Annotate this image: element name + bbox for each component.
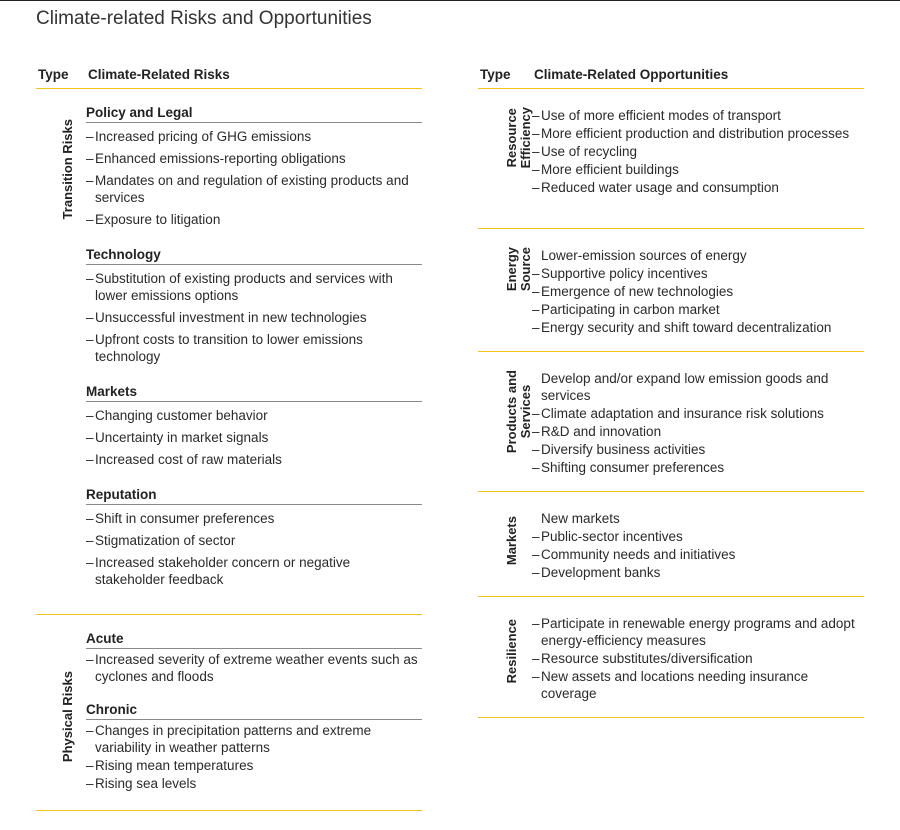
opportunity-section-markets: [478, 492, 864, 597]
risk-group-title: Technology: [86, 245, 422, 265]
list-item: – Diversify business activities: [532, 442, 706, 457]
risk-group-technology: [86, 245, 422, 365]
top-rule: [0, 0, 900, 1]
list-item: – Climate adaptation and insurance risk solutions: [532, 406, 824, 421]
list-item: – Resource substitutes/diversification: [532, 651, 753, 666]
list-item: – R&D and innovation: [532, 424, 662, 439]
list-item: – Use of recycling: [532, 144, 638, 159]
opportunity-section-resilience: [478, 597, 864, 718]
opportunity-type-label: Markets: [504, 516, 519, 566]
risk-group-title: Reputation: [86, 485, 422, 505]
opportunity-type-label: Resource Efficiency: [504, 107, 533, 169]
list-item: – Increased severity of extreme weather events such as cyclones and floods: [86, 652, 418, 684]
risks-header-row: [36, 60, 422, 89]
list-item: – New assets and locations needing insurance coverage: [532, 669, 809, 701]
risks-column: [36, 60, 422, 811]
opportunities-type-header: Type: [480, 66, 511, 82]
list-item: – Development banks: [532, 565, 661, 580]
list-item: – Changing customer behavior: [86, 408, 268, 423]
risk-group-policy-legal: [86, 103, 422, 228]
list-item: – Shift in consumer preferences: [86, 511, 275, 526]
risk-group-markets: [86, 382, 422, 468]
list-item: – Upfront costs to transition to lower emissions technology: [86, 332, 363, 364]
opportunity-type-cell: [478, 229, 532, 351]
list-item: – Mandates on and regulation of existing products and services: [86, 173, 409, 205]
list-item: – Rising mean temperatures: [86, 758, 254, 773]
list-item: – Reduced water usage and consumption: [532, 180, 779, 195]
risk-group-title: Markets: [86, 382, 422, 402]
opportunity-type-label: Resilience: [504, 619, 519, 684]
list-item: – More efficient production and distribution processes: [532, 126, 850, 141]
opportunities-header-row: [478, 60, 864, 89]
list-item: – Use of more efficient modes of transport: [532, 108, 781, 123]
list-item: – Increased cost of raw materials: [86, 452, 282, 467]
list-item: – Enhanced emissions-reporting obligations: [86, 151, 346, 166]
opportunity-type-label: Products and Services: [504, 370, 533, 454]
list-item: – Energy security and shift toward decentralization: [532, 320, 832, 335]
risk-group-title: Policy and Legal: [86, 103, 422, 123]
list-item: Develop and/or expand low emission goods and services: [541, 371, 829, 403]
risk-group-title: Acute: [86, 629, 422, 649]
list-item: – Exposure to litigation: [86, 212, 221, 227]
opportunity-section-resource-efficiency: [478, 89, 864, 229]
page-title: Climate-related Risks and Opportunities: [36, 8, 372, 29]
risk-type-label: Transition Risks: [60, 119, 75, 220]
list-item: Lower-emission sources of energy: [541, 248, 747, 263]
opportunity-section-products-services: [478, 352, 864, 492]
risk-group-acute: [86, 629, 422, 685]
list-item: – Increased pricing of GHG emissions: [86, 129, 312, 144]
opportunities-column-header: Climate-Related Opportunities: [534, 66, 729, 82]
list-item: – More efficient buildings: [532, 162, 679, 177]
risk-type-cell: [36, 615, 86, 810]
opportunity-type-cell: [478, 492, 532, 596]
list-item: – Emergence of new technologies: [532, 284, 734, 299]
list-item: – Participate in renewable energy programs and adopt energy-efficiency measures: [532, 616, 855, 648]
risk-section-physical: [36, 615, 422, 811]
list-item: – Public-sector incentives: [532, 529, 683, 544]
risk-group-title: Chronic: [86, 700, 422, 720]
list-item: – Increased stakeholder concern or negative stakeholder feedback: [86, 555, 351, 587]
list-item: – Shifting consumer preferences: [532, 460, 725, 475]
risks-type-header: Type: [38, 66, 69, 82]
opportunity-type-cell: [478, 89, 532, 228]
risk-type-cell: [36, 89, 86, 614]
risk-group-reputation: [86, 485, 422, 588]
risk-section-transition: [36, 89, 422, 615]
opportunities-column: [478, 60, 864, 718]
list-item: – Community needs and initiatives: [532, 547, 736, 562]
opportunity-section-energy-source: [478, 229, 864, 352]
risk-type-label: Physical Risks: [60, 671, 75, 763]
list-item: – Substitution of existing products and services with lower emissions options: [86, 271, 393, 303]
list-item: – Rising sea levels: [86, 776, 197, 791]
list-item: – Participating in carbon market: [532, 302, 720, 317]
list-item: New markets: [541, 511, 620, 526]
opportunity-type-cell: [478, 597, 532, 717]
risks-column-header: Climate-Related Risks: [88, 66, 230, 82]
list-item: – Stigmatization of sector: [86, 533, 236, 548]
opportunity-type-cell: [478, 352, 532, 491]
list-item: – Changes in precipitation patterns and extreme variability in weather patterns: [86, 723, 372, 755]
list-item: – Unsuccessful investment in new technologies: [86, 310, 367, 325]
risk-group-chronic: [86, 700, 422, 792]
opportunity-type-label: Energy Source: [504, 247, 533, 292]
list-item: – Uncertainty in market signals: [86, 430, 269, 445]
list-item: – Supportive policy incentives: [532, 266, 708, 281]
